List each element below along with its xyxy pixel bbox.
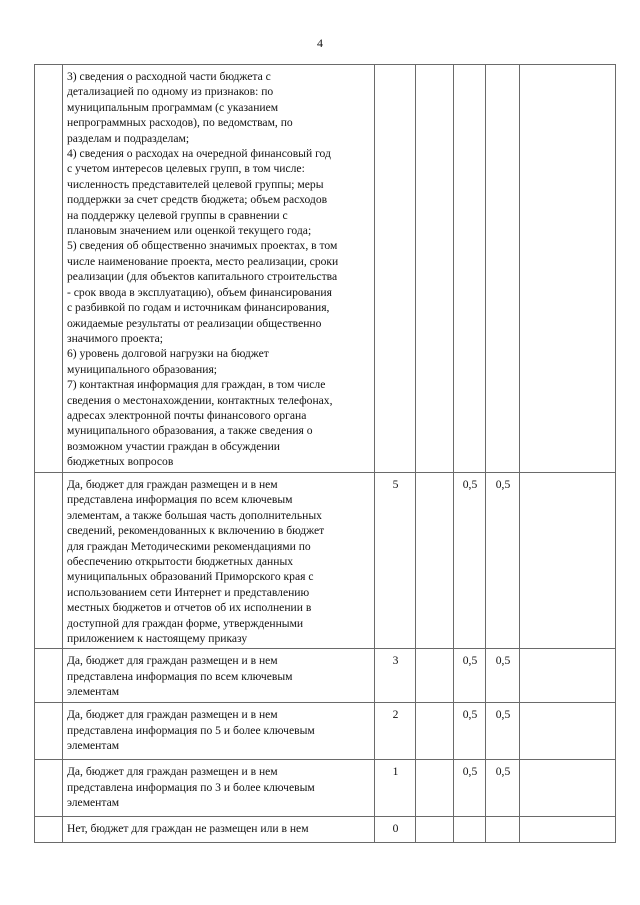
value-cell-3: 0,5 — [486, 473, 520, 649]
score-cell: 5 — [375, 473, 416, 649]
value-cell-2: 0,5 — [454, 703, 486, 760]
table-row — [35, 817, 616, 843]
value-cell-2 — [454, 65, 486, 473]
index-cell — [35, 65, 63, 473]
value-cell-4 — [520, 817, 616, 843]
table-row — [35, 473, 616, 649]
value-cell-4 — [520, 649, 616, 703]
table-row — [35, 703, 616, 760]
score-cell: 1 — [375, 760, 416, 817]
value-cell-1 — [416, 817, 454, 843]
criterion-text: Да, бюджет для граждан размещен и в нем представлена информация по всем ключевым элементам — [63, 649, 375, 703]
value-cell-2: 0,5 — [454, 649, 486, 703]
criterion-text: Да, бюджет для граждан размещен и в нем представлена информация по 5 и более ключевым элементам — [63, 703, 375, 760]
value-cell-4 — [520, 703, 616, 760]
value-cell-3 — [486, 65, 520, 473]
index-cell — [35, 473, 63, 649]
value-cell-1 — [416, 473, 454, 649]
criterion-text: Нет, бюджет для граждан не размещен или в нем — [63, 817, 375, 843]
table-row — [35, 65, 616, 473]
index-cell — [35, 703, 63, 760]
value-cell-4 — [520, 760, 616, 817]
criterion-text: 3) сведения о расходной части бюджета с детализацией по одному из признаков: по муниципальным программам (с указанием непрограммных расходов), по ведомствам, по разделам и подразделам; 4) сведения о расходах на очередной финансовый год с учетом интересов целевых групп, в том числе: численность представителей целевой группы; меры поддержки за счет средств бюджета; объем расходов на поддержку целевой группы в сравнении с плановым значением или оценкой текущего года; 5) сведения об общественно значимых проектах, в том числе наименование проекта, место реализации, сроки реализации (для объектов капитального строительства - срок ввода в эксплуатацию), объем финансирования с разбивкой по годам и источникам финансирования, ожидаемые результаты от реализации общественно значимого проекта; 6) уровень долговой нагрузки на бюджет муниципального образования; 7) контактная информация для граждан, в том числе сведения о местонахождении, контактных телефонах, адресах электронной почты финансового органа муниципального образования, а также сведения о возможном участии граждан в обсуждении бюджетных вопросов — [63, 65, 375, 473]
value-cell-3: 0,5 — [486, 703, 520, 760]
value-cell-2: 0,5 — [454, 760, 486, 817]
score-cell — [375, 65, 416, 473]
table-row — [35, 649, 616, 703]
value-cell-3 — [486, 817, 520, 843]
page-number: 4 — [317, 36, 323, 50]
value-cell-2 — [454, 817, 486, 843]
criterion-text: Да, бюджет для граждан размещен и в нем представлена информация по 3 и более ключевым элементам — [63, 760, 375, 817]
criterion-text: Да, бюджет для граждан размещен и в нем представлена информация по всем ключевым элементам, а также большая часть дополнительных сведений, рекомендованных к включению в бюджет для граждан Методическими рекомендациями по обеспечению открытости бюджетных данных муниципальных образований Приморского края с использованием сети Интернет и представлению местных бюджетов и отчетов об их исполнении в доступной для граждан форме, утвержденными приложением к настоящему приказу — [63, 473, 375, 649]
value-cell-1 — [416, 703, 454, 760]
value-cell-1 — [416, 649, 454, 703]
value-cell-3: 0,5 — [486, 649, 520, 703]
value-cell-1 — [416, 760, 454, 817]
score-cell: 0 — [375, 817, 416, 843]
index-cell — [35, 760, 63, 817]
value-cell-3: 0,5 — [486, 760, 520, 817]
value-cell-4 — [520, 473, 616, 649]
index-cell — [35, 649, 63, 703]
value-cell-4 — [520, 65, 616, 473]
criteria-table — [34, 64, 616, 843]
score-cell: 3 — [375, 649, 416, 703]
index-cell — [35, 817, 63, 843]
value-cell-2: 0,5 — [454, 473, 486, 649]
score-cell: 2 — [375, 703, 416, 760]
value-cell-1 — [416, 65, 454, 473]
table-row — [35, 760, 616, 817]
